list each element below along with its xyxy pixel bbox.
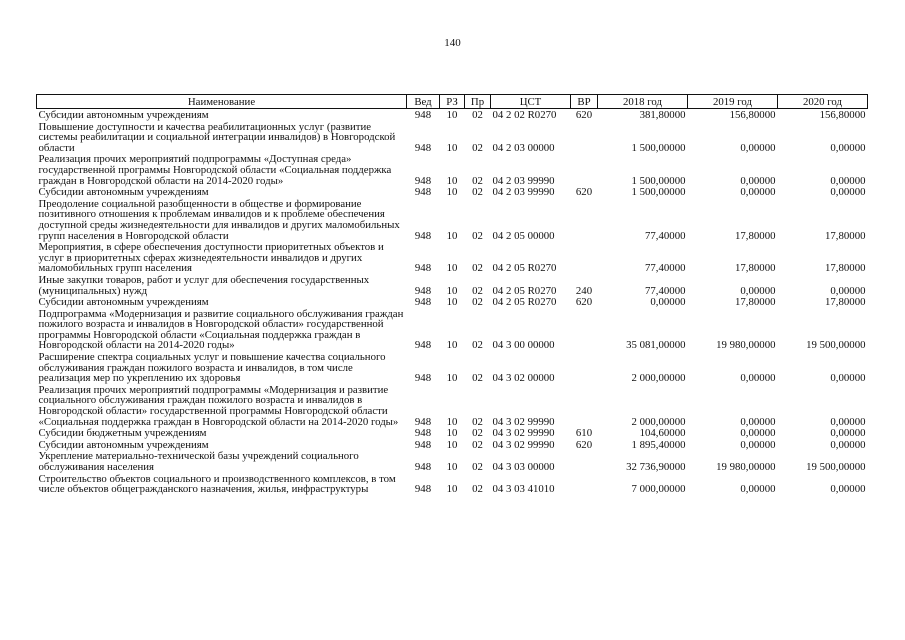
cell-rz: 10 xyxy=(446,339,458,352)
cell-pr: 02 xyxy=(472,339,483,352)
cell-2018: 77,40000 xyxy=(645,229,686,242)
cell-2018: 77,40000 xyxy=(645,262,686,275)
page-number: 140 xyxy=(444,37,461,49)
table-row xyxy=(37,198,868,241)
cell-rz: 10 xyxy=(446,483,458,496)
cell-2020: 0,00000 xyxy=(830,438,866,451)
cell-name: Реализация прочих мероприятий подпрограммы «Модернизация и развитие социального обслуживания граждан пожилого возраста и инвалидов в Новгородской области» государственной программы Новгородской области «Социальная поддержка граждан в Новгородской области на 2014-2020 годы» xyxy=(38,383,399,428)
cell-rz: 10 xyxy=(446,174,458,187)
cell-ved: 948 xyxy=(414,483,432,496)
cell-name: Субсидии автономным учреждениям xyxy=(38,186,209,199)
cell-name: Субсидии бюджетным учреждениям xyxy=(38,427,207,440)
cell-rz: 10 xyxy=(446,438,458,451)
table-row xyxy=(37,153,868,186)
cell-cst: 04 2 05 R0270 xyxy=(492,284,557,297)
cell-2018: 0,00000 xyxy=(650,296,686,309)
cell-name: Субсидии автономным учреждениям xyxy=(38,296,209,309)
cell-name: Мероприятия, в сфере обеспечения доступности приоритетных объектов и услуг в приоритетных сферах жизнедеятельности инвалидов и других маломобильных групп населения xyxy=(38,241,384,275)
cell-name: Укрепление материально-технической базы учреждений социального обслуживания населения xyxy=(38,450,359,473)
cell-pr: 02 xyxy=(472,186,483,199)
cell-cst: 04 3 02 99990 xyxy=(492,427,555,440)
col-header-pr: Пр xyxy=(465,95,491,109)
cell-2020: 0,00000 xyxy=(830,372,866,385)
cell-2020: 156,80000 xyxy=(819,109,866,121)
cell-2020: 0,00000 xyxy=(830,284,866,297)
cell-ved: 948 xyxy=(414,186,432,199)
cell-2018: 1 500,00000 xyxy=(631,186,686,199)
cell-rz: 10 xyxy=(446,372,458,385)
cell-vr xyxy=(571,351,598,384)
cell-ved: 948 xyxy=(414,461,432,473)
col-header-name: Наименование xyxy=(37,95,407,109)
cell-name: Субсидии автономным учреждениям xyxy=(38,109,209,121)
cell-name: Субсидии автономным учреждениям xyxy=(38,438,209,451)
cell-name: Преодоление социальной разобщенности в обществе и формирование позитивного отношения к проблемам инвалидов и к проблеме обеспечения доступной среды жизнедеятельности для инвалидов и других маломобильных групп населения в Новгородской области xyxy=(38,197,400,242)
cell-2019: 17,80000 xyxy=(735,296,776,309)
cell-vr: 240 xyxy=(575,284,593,297)
cell-pr: 02 xyxy=(472,174,483,187)
cell-2018: 7 000,00000 xyxy=(631,483,686,496)
cell-ved: 948 xyxy=(414,438,432,451)
cell-pr: 02 xyxy=(472,483,483,496)
cell-pr: 02 xyxy=(472,262,483,275)
cell-2020: 0,00000 xyxy=(830,141,866,154)
cell-ved: 948 xyxy=(414,229,432,242)
cell-rz: 10 xyxy=(446,262,458,275)
cell-name: Иные закупки товаров, работ и услуг для обеспечения государственных (муниципальных) нужд xyxy=(38,273,370,297)
cell-2020: 0,00000 xyxy=(830,415,866,428)
cell-ved: 948 xyxy=(414,415,432,428)
cell-rz: 10 xyxy=(446,186,458,199)
cell-pr: 02 xyxy=(472,415,483,428)
cell-2019: 19 980,00000 xyxy=(716,461,776,473)
table-row xyxy=(37,274,868,296)
cell-rz: 10 xyxy=(446,427,458,440)
cell-vr xyxy=(571,153,598,186)
cell-name: Подпрограмма «Модернизация и развитие социального обслуживания граждан пожилого возраста и инвалидов в Новгородской области» государственной программы Новгородской области «Социальная поддержка граждан в Новгородской области на 2014-2020 годы» xyxy=(38,307,404,352)
cell-cst: 04 2 05 R0270 xyxy=(492,262,557,275)
cell-ved: 948 xyxy=(414,427,432,440)
cell-pr: 02 xyxy=(472,427,483,440)
cell-ved: 948 xyxy=(414,284,432,297)
cell-2018: 1 500,00000 xyxy=(631,174,686,187)
cell-2018: 77,40000 xyxy=(645,284,686,297)
cell-name: Расширение спектра социальных услуг и повышение качества социального обслуживания граждан пожилого возраста и инвалидов, в том числе реализация мер по укреплению их здоровья xyxy=(38,351,386,385)
cell-pr: 02 xyxy=(472,141,483,154)
cell-2018: 2 000,00000 xyxy=(631,372,686,385)
cell-pr: 02 xyxy=(472,109,483,121)
cell-cst: 04 2 02 R0270 xyxy=(492,109,557,121)
cell-2019: 17,80000 xyxy=(735,262,776,275)
cell-2018: 1 895,40000 xyxy=(631,438,686,451)
cell-cst: 04 2 03 00000 xyxy=(492,141,555,154)
cell-2019: 0,00000 xyxy=(740,186,776,199)
table-row xyxy=(37,450,868,472)
cell-vr: 620 xyxy=(575,438,593,451)
cell-name: Реализация прочих мероприятий подпрограммы «Доступная среда» государственной программы Новгородской области «Социальная поддержка граждан в Новгородской области на 2014-2020 годы» xyxy=(38,153,392,187)
cell-2018: 381,80000 xyxy=(639,109,686,121)
table-row xyxy=(37,308,868,351)
cell-cst: 04 2 03 99990 xyxy=(492,174,555,187)
table-row xyxy=(37,109,868,121)
cell-vr xyxy=(571,308,598,351)
cell-rz: 10 xyxy=(446,141,458,154)
cell-2019: 19 980,00000 xyxy=(716,339,776,352)
table-row xyxy=(37,296,868,308)
cell-vr xyxy=(571,198,598,241)
cell-2019: 0,00000 xyxy=(740,372,776,385)
cell-rz: 10 xyxy=(446,461,458,473)
cell-pr: 02 xyxy=(472,461,483,473)
cell-vr xyxy=(571,384,598,427)
cell-ved: 948 xyxy=(414,262,432,275)
cell-2019: 17,80000 xyxy=(735,229,776,242)
cell-2019: 0,00000 xyxy=(740,284,776,297)
cell-vr: 620 xyxy=(575,109,593,121)
cell-cst: 04 2 05 R0270 xyxy=(492,296,557,309)
cell-2019: 0,00000 xyxy=(740,141,776,154)
cell-2018: 1 500,00000 xyxy=(631,141,686,154)
cell-cst: 04 3 03 00000 xyxy=(492,461,555,473)
cell-rz: 10 xyxy=(446,415,458,428)
cell-2020: 17,80000 xyxy=(825,296,866,309)
cell-2018: 32 736,90000 xyxy=(626,461,686,473)
table-row xyxy=(37,121,868,154)
cell-2020: 19 500,00000 xyxy=(806,339,866,352)
cell-vr xyxy=(571,473,598,495)
col-header-ved: Вед xyxy=(407,95,440,109)
cell-cst: 04 3 00 00000 xyxy=(492,339,555,352)
cell-vr xyxy=(571,121,598,154)
cell-ved: 948 xyxy=(414,372,432,385)
table-row xyxy=(37,186,868,198)
cell-2019: 0,00000 xyxy=(740,483,776,496)
cell-vr: 620 xyxy=(575,186,593,199)
cell-ved: 948 xyxy=(414,141,432,154)
cell-cst: 04 3 02 00000 xyxy=(492,372,555,385)
col-header-2019: 2019 год xyxy=(688,95,778,109)
cell-rz: 10 xyxy=(446,229,458,242)
col-header-cst: ЦСТ xyxy=(491,95,571,109)
cell-cst: 04 3 02 99990 xyxy=(492,438,555,451)
cell-2020: 0,00000 xyxy=(830,427,866,440)
cell-pr: 02 xyxy=(472,284,483,297)
cell-rz: 10 xyxy=(446,109,458,121)
table-row xyxy=(37,384,868,427)
cell-2019: 0,00000 xyxy=(740,415,776,428)
cell-2019: 0,00000 xyxy=(740,174,776,187)
cell-rz: 10 xyxy=(446,284,458,297)
cell-vr: 610 xyxy=(575,427,593,440)
cell-pr: 02 xyxy=(472,438,483,451)
col-header-2020: 2020 год xyxy=(778,95,868,109)
cell-cst: 04 2 03 99990 xyxy=(492,186,555,199)
cell-name: Строительство объектов социального и производственного комплексов, в том числе объектов общегражданского назначения, жилья, инфраструктуры xyxy=(38,472,396,496)
cell-2020: 0,00000 xyxy=(830,483,866,496)
cell-2020: 17,80000 xyxy=(825,262,866,275)
cell-2018: 104,60000 xyxy=(639,427,686,440)
cell-cst: 04 3 02 99990 xyxy=(492,415,555,428)
table-body xyxy=(37,109,868,495)
cell-pr: 02 xyxy=(472,229,483,242)
table-header-row xyxy=(37,95,868,109)
col-header-vr: ВР xyxy=(571,95,598,109)
cell-ved: 948 xyxy=(414,296,432,309)
cell-2019: 156,80000 xyxy=(729,109,776,121)
col-header-2018: 2018 год xyxy=(598,95,688,109)
cell-vr: 620 xyxy=(575,296,593,309)
cell-cst: 04 3 03 41010 xyxy=(492,483,555,496)
cell-vr xyxy=(571,241,598,274)
cell-2020: 17,80000 xyxy=(825,229,866,242)
cell-2020: 0,00000 xyxy=(830,186,866,199)
cell-rz: 10 xyxy=(446,296,458,309)
cell-2020: 0,00000 xyxy=(830,174,866,187)
cell-2019: 0,00000 xyxy=(740,438,776,451)
cell-pr: 02 xyxy=(472,296,483,309)
col-header-rz: РЗ xyxy=(440,95,465,109)
cell-ved: 948 xyxy=(414,109,432,121)
table-row xyxy=(37,427,868,439)
cell-pr: 02 xyxy=(472,372,483,385)
cell-vr xyxy=(571,450,598,472)
cell-name: Повышение доступности и качества реабилитационных услуг (развитие системы реабилитации и социальной интеграции инвалидов) в Новгородской области xyxy=(38,120,396,154)
table-row xyxy=(37,473,868,495)
cell-2020: 19 500,00000 xyxy=(806,461,866,473)
cell-ved: 948 xyxy=(414,174,432,187)
table-row xyxy=(37,439,868,451)
table-row xyxy=(37,351,868,384)
cell-2019: 0,00000 xyxy=(740,427,776,440)
budget-table xyxy=(36,94,868,495)
table-row xyxy=(37,241,868,274)
cell-2018: 2 000,00000 xyxy=(631,415,686,428)
cell-ved: 948 xyxy=(414,339,432,352)
cell-cst: 04 2 05 00000 xyxy=(492,229,555,242)
cell-2018: 35 081,00000 xyxy=(626,339,686,352)
